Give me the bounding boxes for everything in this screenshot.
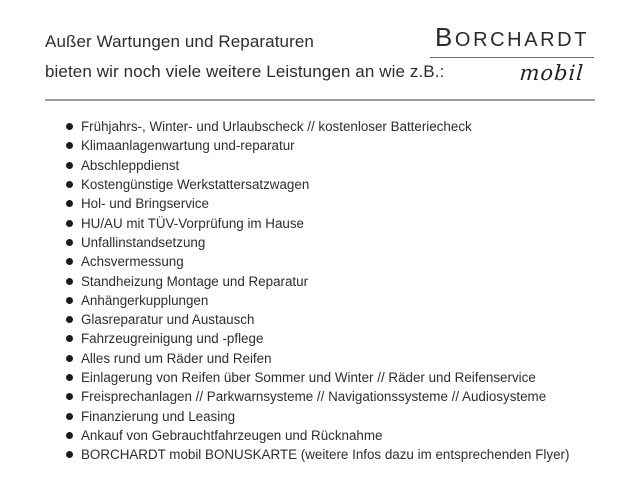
service-item-label: Alles rund um Räder und Reifen: [81, 350, 272, 366]
service-item-label: Ankauf von Gebrauchtfahrzeugen und Rücknahme: [81, 427, 383, 443]
bullet-icon: [66, 239, 73, 246]
list-item: [66, 117, 606, 136]
bullet-icon: [66, 162, 73, 169]
service-item-label: Fahrzeugreinigung und -pflege: [81, 331, 264, 347]
service-item-label: Abschleppdienst: [81, 157, 180, 173]
service-item-label: Unfallinstandsetzung: [81, 234, 206, 250]
service-item-label: Standheizung Montage und Reparatur: [81, 273, 309, 289]
service-item-label: Achsvermessung: [81, 254, 184, 270]
bullet-icon: [66, 355, 73, 362]
bullet-icon: [66, 123, 73, 130]
list-item: [66, 329, 606, 348]
list-item: [66, 213, 606, 232]
service-item-label: Einlagerung von Reifen über Sommer und Winter // Räder und Reifenservice: [81, 370, 536, 385]
service-item-label: Anhängerkupplungen: [81, 292, 209, 308]
bullet-icon: [66, 335, 73, 342]
bullet-icon: [66, 258, 73, 265]
services-list: [66, 117, 606, 464]
bullet-icon: [66, 432, 73, 439]
list-item: [66, 291, 606, 310]
logo-script-subtitle: mobil: [518, 61, 585, 85]
list-item: [66, 252, 606, 271]
list-item: [66, 368, 606, 387]
borchardt-logo: [430, 22, 594, 85]
service-item-label: Frühjahrs-, Winter- und Urlaubscheck // kostenloser Batteriecheck: [81, 119, 472, 135]
bullet-icon: [66, 142, 73, 149]
list-item: [66, 136, 606, 155]
list-item: [66, 175, 606, 194]
list-item: [66, 349, 606, 368]
service-item-label: Glasreparatur und Austausch: [81, 312, 255, 328]
bullet-icon: [66, 393, 73, 400]
service-item-label: Freisprechanlagen // Parkwarnsysteme // Navigationssysteme // Audiosysteme: [81, 389, 547, 405]
service-item-label: BORCHARDT mobil BONUSKARTE (weitere Infos dazu im entsprechenden Flyer): [81, 447, 570, 463]
logo-wordmark: BORCHARDT: [430, 22, 594, 58]
list-item: [66, 233, 606, 252]
list-item: [66, 194, 606, 213]
list-item: [66, 445, 606, 464]
bullet-icon: [66, 220, 73, 227]
bullet-icon: [66, 413, 73, 420]
bullet-icon: [66, 200, 73, 207]
service-item-label: Klimaanlagenwartung und-reparatur: [81, 138, 295, 154]
list-item: [66, 406, 606, 425]
list-item: [66, 271, 606, 290]
horizontal-divider: [45, 99, 595, 101]
heading-line-1: Außer Wartungen und Reparaturen: [45, 32, 314, 51]
list-item: [66, 310, 606, 329]
list-item: [66, 387, 606, 406]
bullet-icon: [66, 316, 73, 323]
list-item: [66, 426, 606, 445]
bullet-icon: [66, 374, 73, 381]
heading-line-2: bieten wir noch viele weitere Leistungen an wie z.B.:: [45, 62, 445, 81]
bullet-icon: [66, 451, 73, 458]
bullet-icon: [66, 278, 73, 285]
bullet-icon: [66, 297, 73, 304]
service-item-label: HU/AU mit TÜV-Vorprüfung im Hause: [81, 215, 305, 231]
list-item: [66, 156, 606, 175]
service-item-label: Kostengünstige Werkstattersatzwagen: [81, 177, 310, 193]
service-item-label: Hol- und Bringservice: [81, 196, 210, 212]
service-item-label: Finanzierung und Leasing: [81, 408, 236, 424]
bullet-icon: [66, 181, 73, 188]
